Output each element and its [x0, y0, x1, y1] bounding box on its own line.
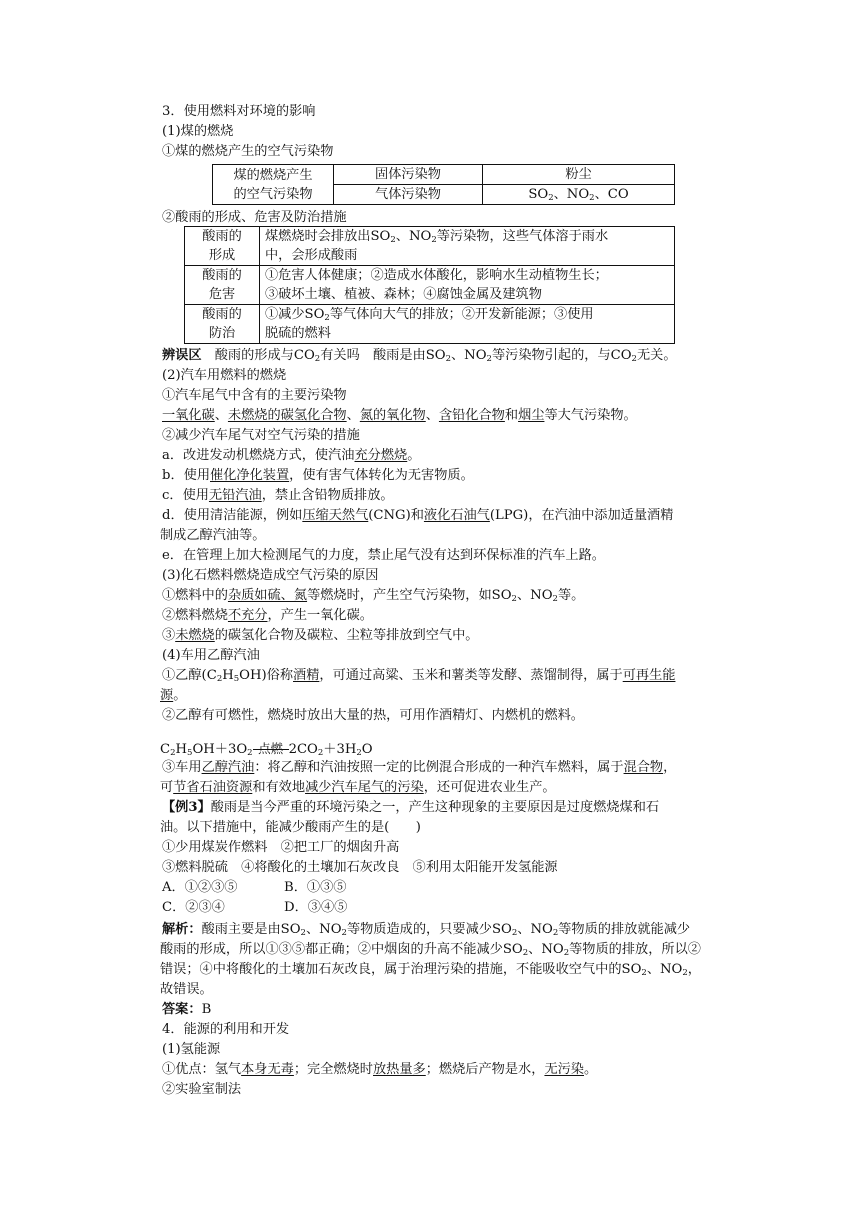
example-3-question: 【例3】酸雨是当今严重的环境污染之一，产生这种现象的主要原因是过度燃烧煤和石: [162, 800, 660, 815]
ethanol-3: ③车用乙醇汽油：将乙醇和汽油按照一定的比例混合形成的一种汽车燃料，属于混合物，: [162, 760, 677, 775]
section-4-title: 4．能源的利用和开发: [162, 1022, 290, 1037]
measure-e: e．在管理上加大检测尾气的力度，禁止尾气没有达到环保标准的汽车上路。: [162, 548, 605, 563]
item-acid-rain: ②酸雨的形成、危害及防治措施: [162, 210, 347, 225]
ethanol-2: ②乙醇有可燃性，燃烧时放出大量的热，可用作酒精灯、内燃机的燃料。: [162, 708, 584, 723]
hydrogen-lab-method: ②实验室制法: [162, 1082, 242, 1097]
cause-3: ③未燃烧的碳氢化合物及碳粒、尘粒等排放到空气中。: [162, 628, 479, 643]
item-reduce-exhaust: ②减少汽车尾气对空气污染的措施: [162, 428, 360, 443]
table-cell: 气体污染物: [334, 185, 483, 205]
table-cell: ①危害人体健康；②造成水体酸化，影响水生动植物生长； ③破坏土壤、植被、森林；④腐蚀金属及建筑物: [260, 266, 675, 305]
ethanol-1: ①乙醇$(C_2H_5OH)$俗称酒精，可通过高粱、玉米和薯类等发酵、蒸馏制得，属于可再生能: [162, 668, 676, 684]
choice-c: C．②③④: [162, 900, 225, 915]
misconception-note: 辨误区 酸雨的形成与$CO_2$有关吗 酸雨是由$SO_2$、$NO_2$等污染物引起的，与$CO_2$无关。: [162, 348, 677, 364]
table-cell: ①减少$SO_2$等气体向大气的排放；②开发新能源；③使用 脱硫的燃料: [260, 305, 675, 344]
measure-b: b．使用催化净化装置，使有害气体转化为无害物质。: [162, 468, 474, 483]
section-3-title: 3．使用燃料对环境的影响: [162, 104, 316, 119]
table-cell: 固体污染物: [334, 165, 483, 185]
ethanol-3-cont: 可节省石油资源和有效地减少汽车尾气的污染，还可促进农业生产。: [160, 780, 556, 795]
subsection-car-fuel: (2)汽车用燃料的燃烧: [162, 368, 287, 383]
example-3-question-cont: 油。以下措施中，能减少酸雨产生的是( ): [160, 820, 421, 835]
table-cell: 煤的燃烧产生: [233, 167, 313, 183]
analysis-4: 故错误。: [160, 982, 213, 997]
example-3-options-1: ①少用煤炭作燃料 ②把工厂的烟囱升高: [162, 840, 400, 855]
example-3-options-2: ③燃料脱硫 ④将酸化的土壤加石灰改良 ⑤利用太阳能开发氢能源: [162, 860, 558, 875]
measure-a: a．改进发动机燃烧方式，使汽油充分燃烧。: [162, 448, 421, 463]
choice-b: B．①③⑤: [284, 880, 347, 895]
table-row-header: 酸雨的 危害: [185, 266, 260, 305]
coal-pollutants-table: [212, 164, 675, 205]
table-cell: 粉尘: [483, 165, 675, 185]
hydrogen-advantages: ①优点：氢气本身无毒；完全燃烧时放热量多；燃烧后产物是水，无污染。: [162, 1062, 598, 1077]
table-cell: $SO_2$、$NO_2$、CO: [483, 185, 675, 205]
analysis-2: 酸雨的形成，所以①③⑤都正确；②中烟囱的升高不能减少$SO_2$、$NO_2$等物质的排放，所以②: [160, 942, 701, 958]
item-coal-pollutants: ①煤的燃烧产生的空气污染物: [162, 144, 334, 159]
table-cell: 的空气污染物: [233, 186, 313, 202]
choice-a: A．①②③⑤: [162, 880, 238, 895]
measure-d-cont: 制成乙醇汽油等。: [160, 528, 266, 543]
measure-d: d．使用清洁能源，例如压缩天然气(CNG)和液化石油气(LPG)，在汽油中添加适量酒精: [162, 508, 674, 523]
table-row: [185, 227, 675, 266]
choices-row-1: [162, 878, 346, 898]
ethanol-1-cont: 源。: [160, 688, 187, 703]
choice-d: D．③④⑤: [284, 900, 348, 915]
analysis-1: 解析：酸雨主要是由$SO_2$、$NO_2$等物质造成的，只要减少$SO_2$、$NO_2$等物质的排放就能减少: [162, 922, 691, 938]
answer-value: B: [201, 1002, 212, 1017]
table-row: [185, 266, 675, 305]
cause-1: ①燃料中的杂质如硫、氮等燃烧时，产生空气污染物，如$SO_2$、$NO_2$等。: [162, 588, 585, 604]
acid-rain-table: [184, 226, 675, 344]
reaction-condition: 点燃: [253, 752, 289, 753]
table-row: [185, 305, 675, 344]
ethanol-equation: $C_2H_5OH+3O_2$ 点燃 $2CO_2+3H_2O$: [160, 741, 373, 758]
table-row-header: [213, 165, 334, 205]
subsection-hydrogen: (1)氢能源: [162, 1042, 221, 1057]
subsection-coal-burning: (1)煤的燃烧: [162, 124, 234, 139]
subsection-fossil-causes: (3)化石燃料燃烧造成空气污染的原因: [162, 568, 379, 583]
analysis-3: 错误；④中将酸化的土壤加石灰改良，属于治理污染的措施，不能吸收空气中的$SO_2$、$NO_2$，: [160, 962, 701, 978]
measure-c: c．使用无铅汽油，禁止含铅物质排放。: [162, 488, 394, 503]
analysis-label: 解析：: [162, 922, 202, 937]
answer-line: [162, 1000, 211, 1020]
subsection-ethanol-gasoline: (4)车用乙醇汽油: [162, 648, 260, 663]
answer-label: 答案：: [162, 1002, 202, 1017]
item-exhaust-pollutants: ①汽车尾气中含有的主要污染物: [162, 388, 347, 403]
misconception-label: 辨误区: [162, 348, 202, 363]
choices-row-2: [162, 898, 347, 918]
example-label: 【例3】: [162, 800, 211, 815]
table-row-header: 酸雨的 防治: [185, 305, 260, 344]
table-cell: 煤燃烧时会排放出$SO_2$、$NO_2$等污染物，这些气体溶于雨水 中，会形成酸雨: [260, 227, 675, 266]
exhaust-pollutants-text: 一氧化碳、未燃烧的碳氢化合物、氮的氧化物、含铅化合物和烟尘等大气污染物。: [162, 408, 637, 423]
cause-2: ②燃料燃烧不充分，产生一氧化碳。: [162, 608, 373, 623]
table-row-header: 酸雨的 形成: [185, 227, 260, 266]
